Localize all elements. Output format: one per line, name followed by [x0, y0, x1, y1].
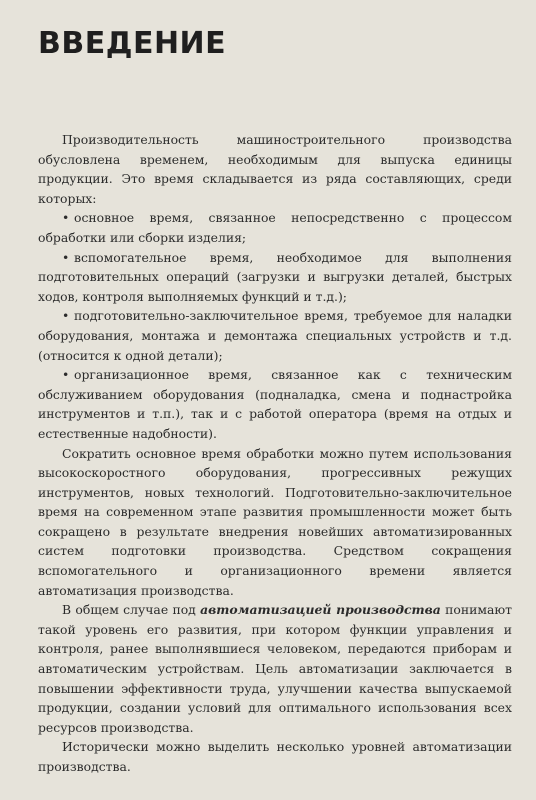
list-item — [38, 365, 512, 443]
list-item-text: подготовительно-заключительное время, требуемое для наладки оборудования, монтажа и демонтажа специальных устройств и т.д. (относится к одной детали); — [38, 308, 512, 363]
bullet-list — [38, 208, 512, 443]
list-item-text: организационное время, связанное как с техническим обслуживанием оборудования (подналадка, смена и поднастройка инструментов и т.п.), так и с работой оператора (время на отдых и естественные надобности). — [38, 367, 512, 441]
paragraph-automation-definition — [38, 600, 512, 737]
bullet-marker: • — [62, 308, 70, 324]
list-item — [38, 248, 512, 307]
paragraph-time-reduction: Сократить основное время обработки можно путем использования высокоскоростного оборудования, прогрессивных режущих инструментов, новых технологий. Подготовительно-заключительное время на современном этапе развития промышленности может быть сокращено в результате внедрения новейших автоматизированных систем подготовки производства. Средством сокращения вспомогательного и организационного времени является автоматизация производства. — [38, 445, 512, 598]
paragraph-text-end: понимают такой уровень его развития, при котором функции управления и контроля, ранее выполнявшиеся человеком, передаются приборам и автоматическим устройствам. Цель автоматизации заключается в повышении эффективности труда, улучшении качества выпускаемой продукции, создании условий для оптимального использования всех ресурсов производства. — [38, 602, 512, 735]
list-item — [38, 306, 512, 365]
emphasized-term: автоматизацией производства — [200, 602, 441, 618]
list-item-text: основное время, связанное непосредственно с процессом обработки или сборки изделия; — [38, 210, 512, 245]
paragraph-history: Исторически можно выделить несколько уровней автоматизации производства. — [38, 739, 512, 774]
paragraph-text-start: В общем случае под — [62, 602, 201, 618]
list-item — [38, 208, 512, 247]
list-item-text: вспомогательное время, необходимое для выполнения подготовительных операций (загрузки и выгрузки деталей, быстрых ходов, контроля выполняемых функций и т.д.); — [38, 249, 512, 304]
body-text — [38, 130, 512, 777]
page-title: ВВЕДЕНИЕ — [38, 26, 227, 61]
intro-paragraph: Производительность машиностроительного производства обусловлена временем, необходимым для выпуска единицы продукции. Это время складывается из ряда составляющих, среди которых: — [38, 132, 512, 206]
bullet-marker: • — [62, 249, 70, 265]
bullet-marker: • — [62, 210, 70, 226]
bullet-marker: • — [62, 367, 70, 383]
